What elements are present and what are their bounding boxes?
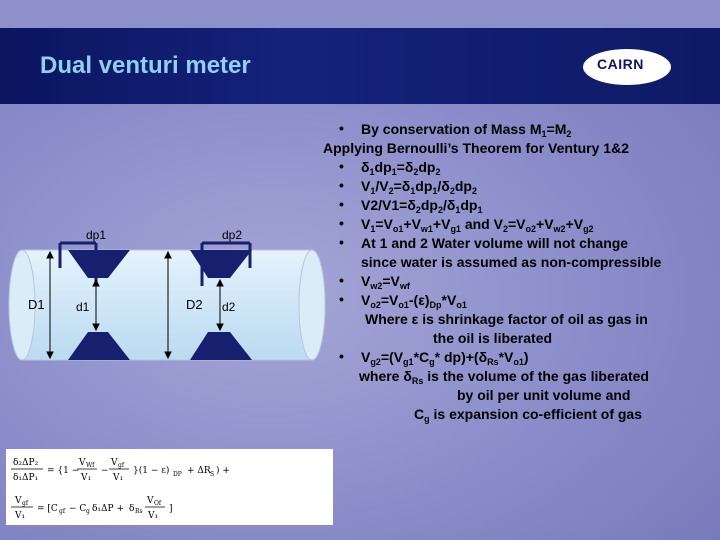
- text-line-7: At 1 and 2 Water volume will not change: [361, 235, 629, 251]
- formula-render: [7, 450, 332, 524]
- bullet: •: [339, 215, 344, 231]
- svg-text:= [C: = [C: [37, 504, 58, 514]
- svg-text:δ: δ: [129, 504, 135, 514]
- text-line-3: $\delta_1dp_1=\delta_2dp_2$: [361, 159, 441, 177]
- formula-box: [6, 449, 333, 525]
- svg-text:DP: DP: [173, 471, 182, 478]
- svg-text:V₁: V₁: [148, 511, 159, 521]
- bullet: •: [339, 234, 344, 250]
- text-line-4: $V_1/V_2=\delta_1dp_1/\delta_2dp_2$: [361, 178, 477, 196]
- text-line-13: $V_{g2}=(V_{g1}*C_g*$ $dp)+(\delta_{Rs}*V_{o1})$: [361, 349, 529, 367]
- svg-text:Wf: Wf: [86, 462, 95, 469]
- text-line-9: $V_{w2}=V_{wf}$: [361, 273, 410, 291]
- svg-text:}(1 − ε): }(1 − ε): [133, 466, 170, 476]
- bullet: •: [339, 177, 344, 193]
- svg-text:) +: ) +: [216, 466, 230, 476]
- svg-text:+ ΔR: + ΔR: [187, 466, 211, 476]
- svg-text:δ₁ΔP +: δ₁ΔP +: [92, 504, 124, 514]
- text-line-6: $V_1=V_{o1}+V_{w1}+V_{g1}$ and $V_2=V_{o2}+V_{w2}+V_{g2}$: [361, 216, 594, 234]
- bullet: •: [339, 348, 344, 364]
- logo-text: CAIRN: [597, 56, 644, 72]
- svg-text:gf: gf: [22, 500, 29, 507]
- svg-text:δ₁ΔP₁: δ₁ΔP₁: [13, 473, 39, 483]
- svg-text:V₁: V₁: [15, 511, 26, 521]
- text-line-14: where $\delta_{Rs}$ is the volume of the gas liberated: [359, 368, 649, 386]
- svg-text:V₁: V₁: [81, 473, 92, 483]
- label-d2: d2: [222, 300, 236, 314]
- bullet: •: [339, 120, 344, 136]
- label-dp2: dp2: [222, 228, 243, 242]
- slide-title: Dual venturi meter: [40, 52, 251, 79]
- text-line-2: Applying Bernoulli’s Theorem for Ventury 1&2: [323, 140, 629, 156]
- bullet: •: [339, 158, 344, 174]
- svg-text:− C: − C: [69, 504, 87, 514]
- svg-text:gf: gf: [59, 508, 66, 515]
- svg-text:V: V: [147, 496, 154, 506]
- svg-text:gf: gf: [118, 462, 125, 469]
- label-dp1: dp1: [86, 228, 107, 242]
- svg-text:Rs: Rs: [135, 508, 143, 515]
- svg-text:V₁: V₁: [113, 473, 124, 483]
- svg-text:Of: Of: [154, 500, 162, 507]
- svg-text:g: g: [86, 508, 90, 515]
- bullet: •: [339, 291, 344, 307]
- label-d1: d1: [76, 300, 90, 314]
- svg-text:δ₂ΔP₂: δ₂ΔP₂: [13, 458, 39, 468]
- svg-text:V: V: [111, 458, 118, 468]
- text-line-8: since water is assumed as non-compressible: [361, 254, 662, 270]
- text-line-15: by oil per unit volume and: [457, 387, 631, 403]
- pipe-body: [22, 250, 312, 360]
- svg-text:V: V: [15, 496, 22, 506]
- svg-text:V: V: [79, 458, 86, 468]
- text-line-10: $V_{o2}=V_{o1}-(\varepsilon)_{Dp}*V_{o1}$: [361, 292, 467, 310]
- svg-text:S: S: [210, 471, 215, 478]
- bullet: •: [339, 272, 344, 288]
- label-D1: D1: [28, 297, 45, 312]
- text-line-1: By conservation of Mass $M_1=M_2$: [361, 121, 572, 139]
- bullet: •: [339, 196, 344, 212]
- svg-text:]: ]: [169, 504, 173, 514]
- text-line-16: $C_g$ is expansion co-efficient of gas: [414, 406, 643, 424]
- label-D2: D2: [186, 297, 203, 312]
- text-line-5: $V2/V1=\delta_2dp_2/\delta_1dp_1$: [361, 197, 483, 215]
- text-line-11: Where ε is shrinkage factor of oil as gas in: [365, 311, 648, 327]
- svg-text:−: −: [101, 466, 109, 476]
- pipe-right-end: [299, 250, 325, 360]
- text-line-12: the oil is liberated: [433, 330, 553, 346]
- svg-text:= {1 −: = {1 −: [47, 466, 80, 476]
